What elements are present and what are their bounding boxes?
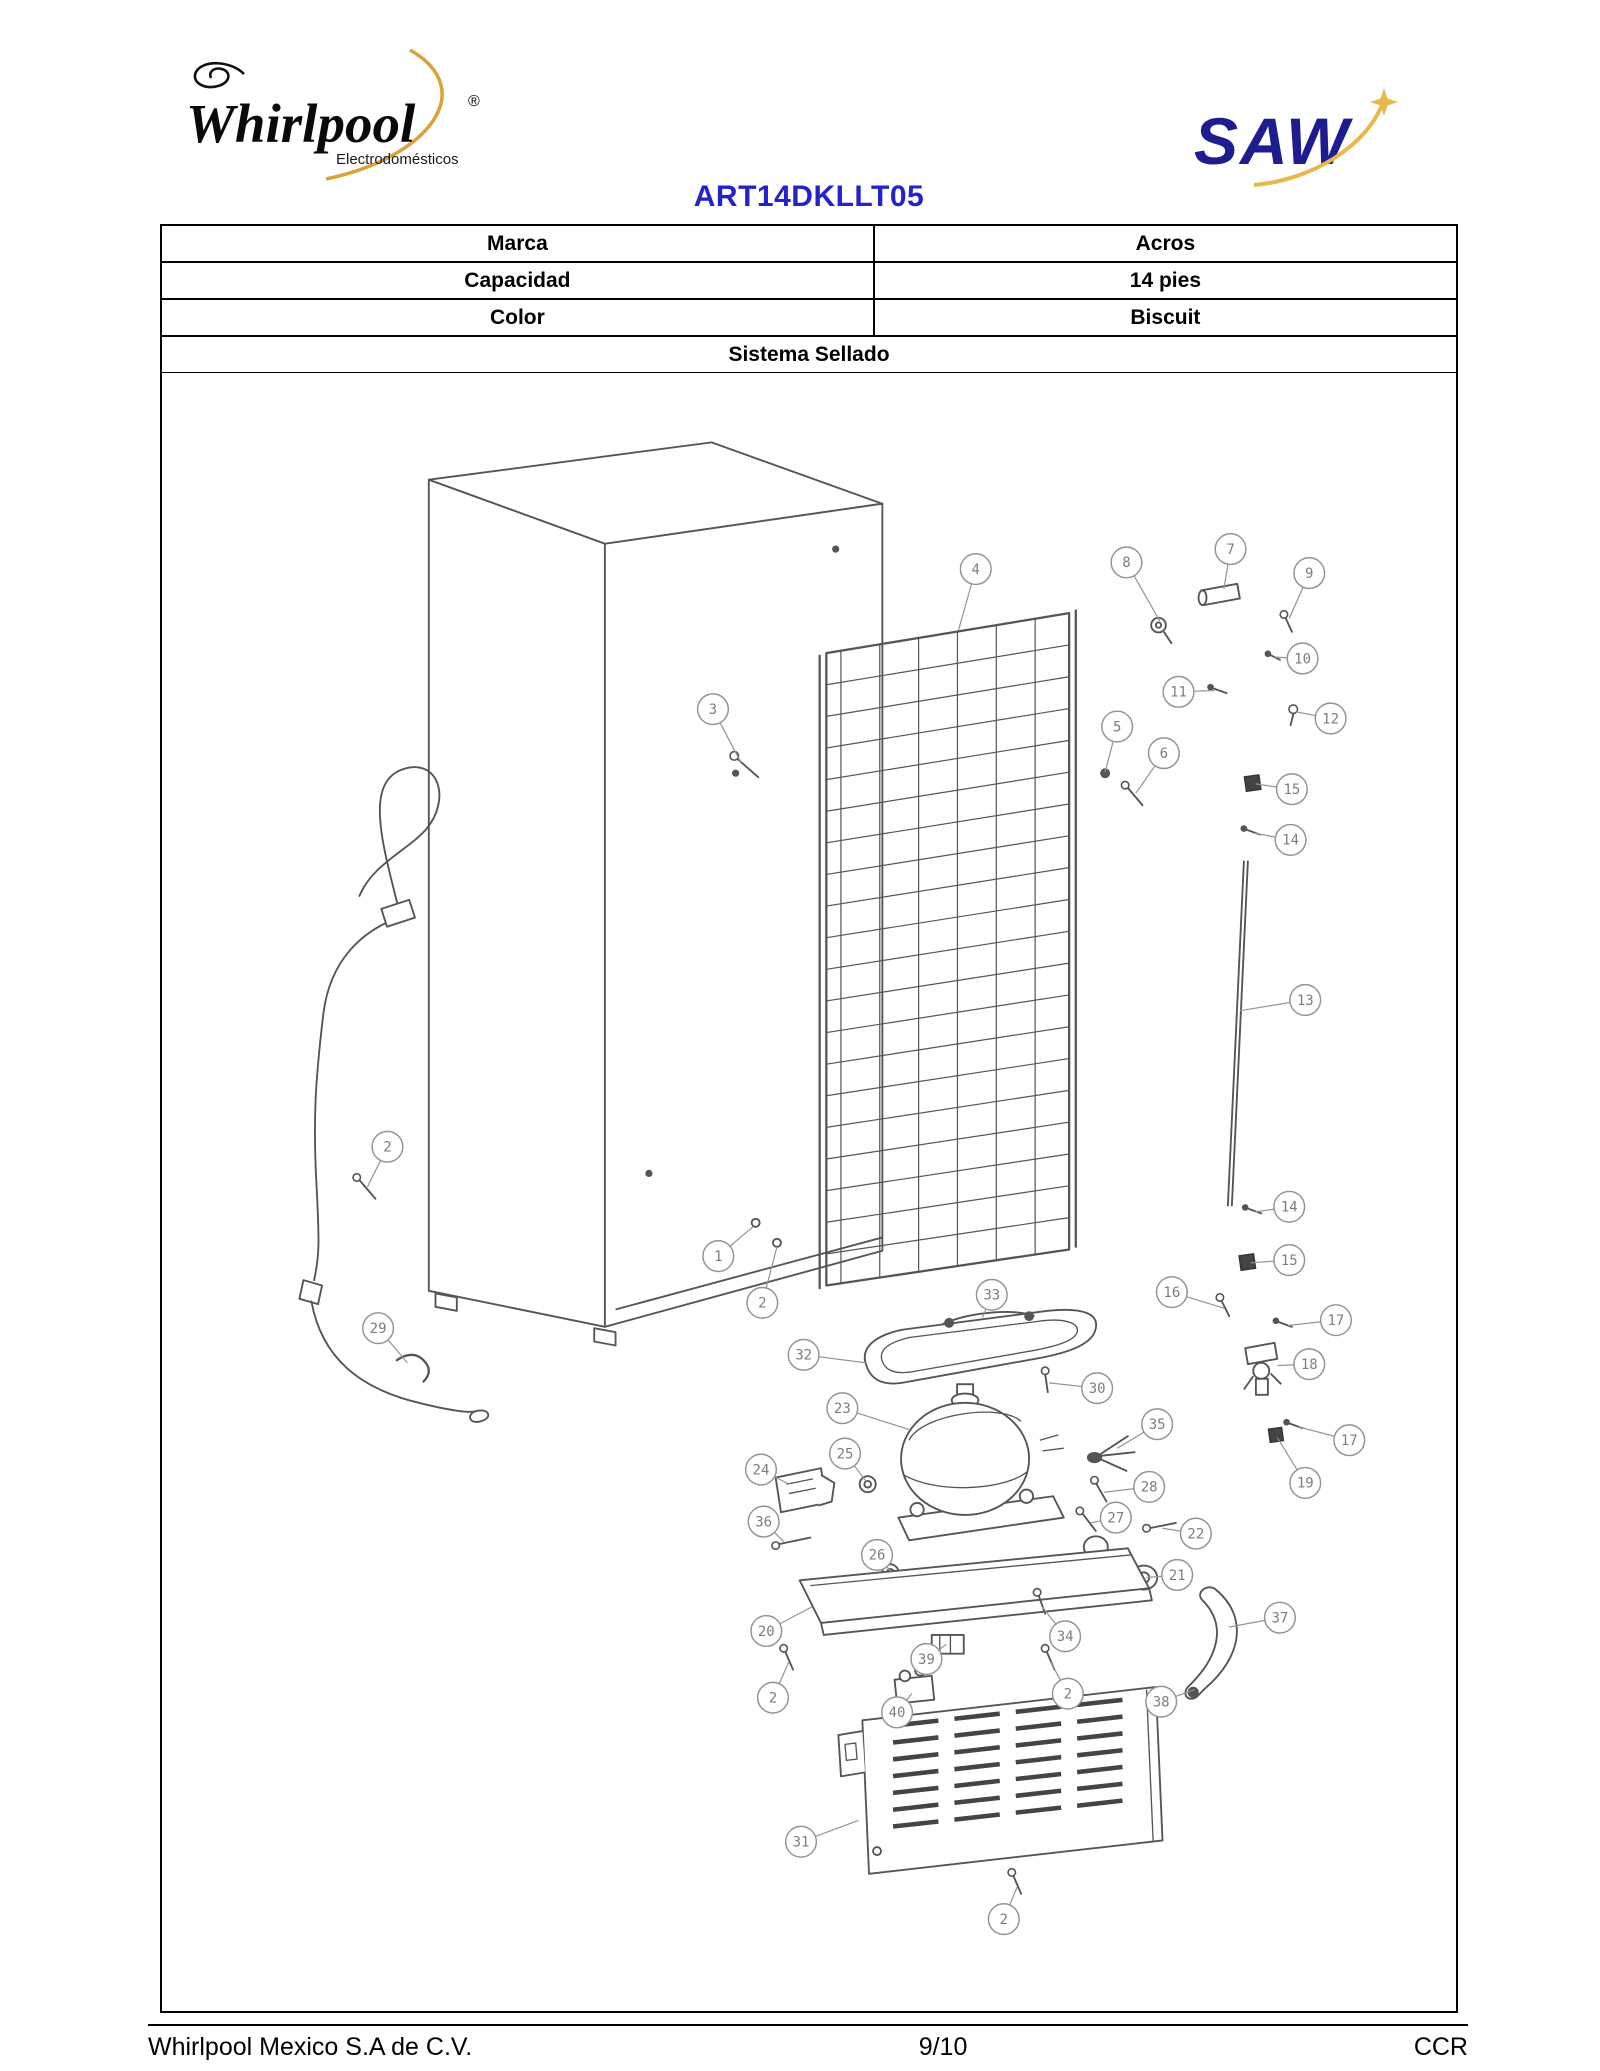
callout-17 — [1321, 1305, 1352, 1336]
svg-text:30: 30 — [1088, 1380, 1106, 1397]
footer-company: Whirlpool Mexico S.A de C.V. — [148, 2033, 473, 2061]
svg-text:25: 25 — [836, 1446, 854, 1463]
svg-text:33: 33 — [983, 1287, 1001, 1304]
callout-28 — [1134, 1472, 1165, 1503]
footer-page-number: 9/10 — [918, 2033, 968, 2061]
table-row — [161, 299, 1457, 336]
callout-17 — [1334, 1425, 1365, 1456]
info-label-capacidad: Capacidad — [161, 262, 874, 299]
svg-text:18: 18 — [1300, 1356, 1318, 1373]
svg-text:23: 23 — [833, 1401, 851, 1418]
svg-text:16: 16 — [1163, 1284, 1181, 1301]
capillary-tube — [1228, 861, 1248, 1205]
svg-text:5: 5 — [1112, 719, 1122, 736]
svg-text:24: 24 — [752, 1462, 770, 1479]
svg-text:15: 15 — [1280, 1252, 1298, 1269]
callout-11 — [1163, 676, 1194, 707]
svg-text:3: 3 — [708, 701, 718, 718]
svg-text:26: 26 — [868, 1547, 886, 1564]
callout-27 — [1100, 1502, 1131, 1533]
footer-rule — [148, 2024, 1468, 2026]
svg-text:21: 21 — [1168, 1567, 1186, 1584]
saw-logo — [1190, 88, 1415, 188]
callout-36 — [748, 1506, 779, 1537]
info-table — [160, 224, 1458, 374]
callout-14 — [1275, 825, 1306, 856]
callout-15 — [1274, 1245, 1305, 1276]
footer — [148, 2033, 1468, 2062]
svg-text:15: 15 — [1283, 782, 1301, 799]
table-row — [161, 262, 1457, 299]
clips — [1239, 775, 1283, 1443]
cabinet-exploded-view — [429, 442, 883, 1345]
callout-40 — [882, 1697, 913, 1728]
info-value-color: Biscuit — [874, 299, 1457, 336]
svg-text:10: 10 — [1294, 651, 1312, 668]
callout-12 — [1315, 703, 1346, 734]
svg-text:36: 36 — [755, 1514, 773, 1531]
svg-text:2: 2 — [758, 1295, 767, 1312]
svg-text:11: 11 — [1170, 684, 1187, 701]
svg-text:2: 2 — [999, 1911, 1008, 1928]
callout-34 — [1050, 1621, 1081, 1652]
svg-text:29: 29 — [369, 1320, 387, 1337]
valve-cluster — [1244, 1343, 1281, 1395]
callout-10 — [1287, 643, 1318, 674]
svg-text:22: 22 — [1187, 1526, 1205, 1543]
info-label-marca: Marca — [161, 225, 874, 262]
drain-pan — [865, 1310, 1096, 1384]
svg-text:8: 8 — [1122, 555, 1131, 572]
callout-30 — [1082, 1373, 1113, 1404]
relay — [776, 1468, 835, 1512]
svg-text:4: 4 — [971, 561, 980, 578]
callout-38 — [1146, 1686, 1177, 1717]
whirlpool-swirl-icon — [195, 63, 244, 87]
svg-text:2: 2 — [768, 1690, 778, 1707]
callout-2 — [747, 1287, 778, 1318]
callout-23 — [827, 1393, 858, 1424]
callout-14 — [1274, 1191, 1305, 1222]
svg-text:17: 17 — [1340, 1433, 1358, 1450]
diagram-svg — [162, 373, 1456, 2011]
callout-19 — [1290, 1468, 1321, 1499]
svg-text:35: 35 — [1148, 1417, 1166, 1434]
callout-21 — [1162, 1560, 1193, 1591]
footer-code: CCR — [1413, 2033, 1468, 2061]
saw-wordmark: SAW — [1194, 104, 1351, 178]
callout-4 — [960, 554, 991, 585]
info-value-capacidad: 14 pies — [874, 262, 1457, 299]
table-row — [161, 336, 1457, 373]
whirlpool-wordmark: Whirlpool — [186, 93, 416, 154]
callout-13 — [1290, 985, 1321, 1016]
callout-22 — [1181, 1518, 1212, 1549]
callout-9 — [1294, 558, 1325, 589]
svg-text:9: 9 — [1305, 565, 1314, 582]
callout-3 — [698, 694, 729, 725]
compressor — [898, 1384, 1063, 1540]
capacitor — [1151, 584, 1240, 644]
whirlpool-logo — [178, 48, 508, 183]
svg-text:39: 39 — [917, 1651, 935, 1668]
callout-2 — [988, 1904, 1019, 1935]
callout-29 — [363, 1313, 394, 1344]
page-title: ART14DKLLT05 — [693, 180, 925, 213]
svg-text:1: 1 — [714, 1248, 723, 1265]
svg-text:37: 37 — [1271, 1610, 1289, 1627]
callout-25 — [830, 1438, 861, 1469]
whirlpool-subtext: Electrodomésticos — [336, 151, 459, 168]
svg-text:38: 38 — [1152, 1694, 1170, 1711]
bracket — [1185, 1587, 1237, 1698]
callout-16 — [1157, 1277, 1188, 1308]
callout-18 — [1294, 1349, 1325, 1380]
callout-39 — [911, 1644, 942, 1675]
base-plate — [800, 1548, 1152, 1635]
callout-35 — [1142, 1409, 1173, 1440]
saw-star-icon — [1370, 88, 1398, 116]
callout-24 — [746, 1454, 777, 1485]
info-value-marca: Acros — [874, 225, 1457, 262]
svg-text:28: 28 — [1140, 1479, 1158, 1496]
pins — [1208, 651, 1302, 1428]
svg-text:12: 12 — [1322, 711, 1340, 728]
callout-5 — [1102, 711, 1133, 742]
svg-text:19: 19 — [1296, 1475, 1314, 1492]
callout-32 — [788, 1339, 819, 1370]
callout-8 — [1111, 547, 1142, 578]
svg-text:6: 6 — [1159, 745, 1169, 762]
callout-2 — [372, 1131, 403, 1162]
svg-text:13: 13 — [1296, 992, 1314, 1009]
svg-text:14: 14 — [1280, 1199, 1298, 1216]
callout-33 — [976, 1279, 1007, 1310]
svg-text:7: 7 — [1226, 541, 1235, 558]
callout-31 — [786, 1826, 817, 1857]
whirlpool-registered-mark: ® — [468, 93, 480, 110]
svg-text:34: 34 — [1056, 1629, 1074, 1646]
svg-text:2: 2 — [1063, 1686, 1073, 1703]
callout-37 — [1265, 1602, 1296, 1633]
callout-6 — [1149, 738, 1180, 769]
svg-text:2: 2 — [383, 1139, 392, 1156]
svg-text:20: 20 — [757, 1623, 775, 1640]
svg-text:14: 14 — [1282, 832, 1300, 849]
callout-15 — [1277, 774, 1308, 805]
callout-2 — [1052, 1678, 1083, 1709]
table-row — [161, 225, 1457, 262]
diagram-box — [160, 373, 1458, 2013]
callout-2 — [758, 1682, 789, 1713]
svg-text:32: 32 — [795, 1347, 813, 1364]
svg-text:27: 27 — [1107, 1510, 1125, 1527]
section-title: Sistema Sellado — [161, 336, 1457, 373]
info-label-color: Color — [161, 299, 874, 336]
svg-text:31: 31 — [792, 1834, 810, 1851]
svg-text:40: 40 — [888, 1705, 906, 1722]
svg-text:17: 17 — [1327, 1312, 1345, 1329]
cord-clamp — [397, 1355, 429, 1382]
callout-20 — [751, 1616, 782, 1647]
callout-1 — [703, 1241, 734, 1272]
callout-26 — [862, 1540, 893, 1571]
callout-7 — [1215, 534, 1246, 565]
